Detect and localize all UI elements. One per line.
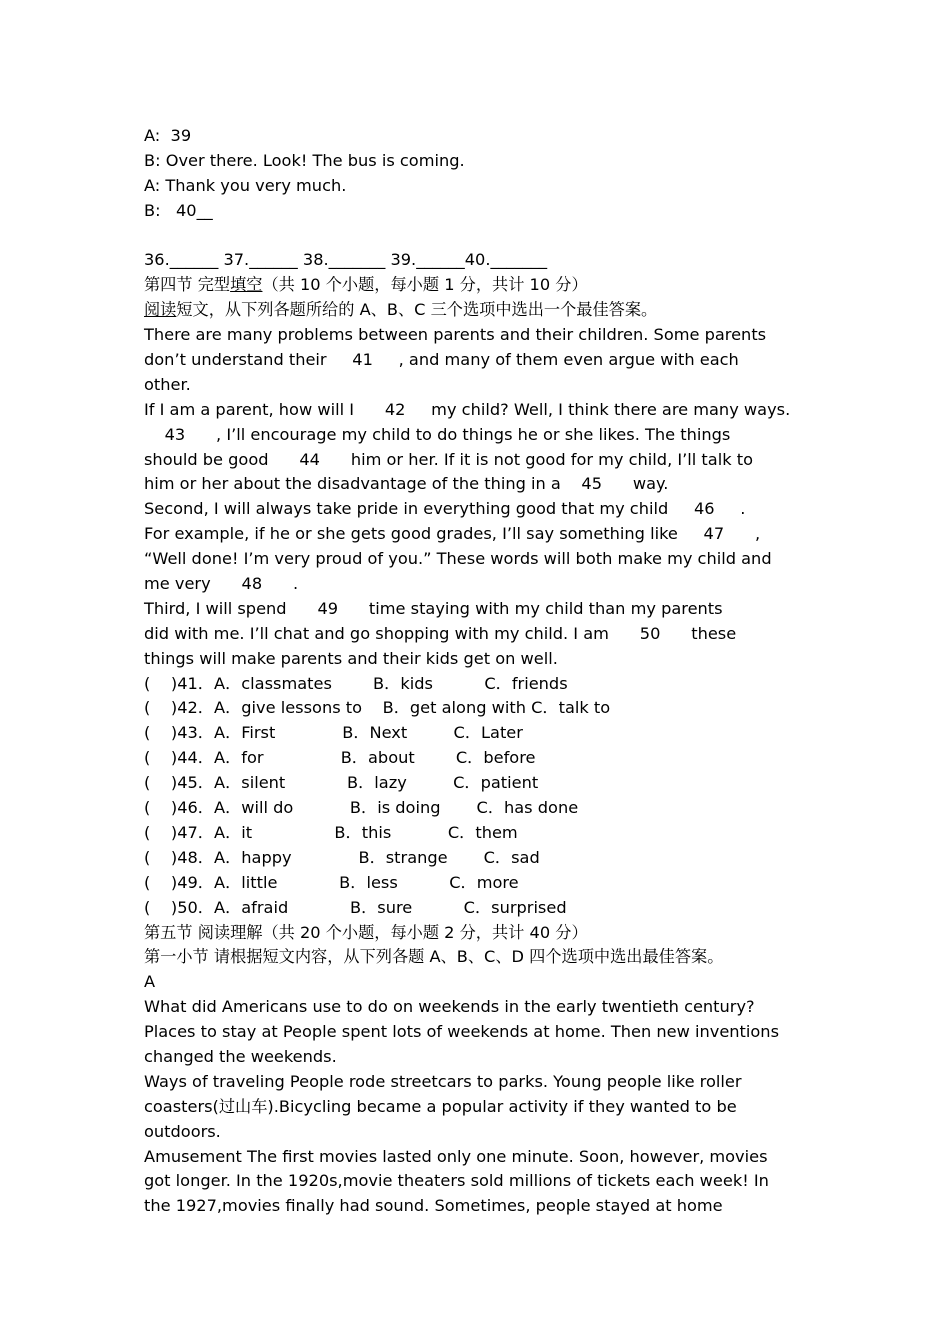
question-item: ( )47．A．it B．this C．them (144, 822, 518, 842)
question-item: ( )48．A．happy B．strange C．sad (144, 847, 540, 867)
section4-heading-prefix: 第四节 完型 (144, 275, 231, 295)
section4-heading (144, 273, 824, 298)
section4-instruction (144, 298, 824, 323)
section4-heading-suffix: （共 10 个小题，每小题 1 分，共计 10 分） (262, 275, 588, 295)
passage-line: Third, I will spend 49 time staying with my child than my parents (144, 598, 723, 618)
reading-line: Places to stay at People spent lots of weekends at home. Then new inventions (144, 1022, 780, 1042)
passage-line: don’t understand their 41 , and many of them even argue with each (144, 350, 739, 370)
passage-label: A (144, 972, 156, 992)
dialogue-line: B: 40__ (144, 200, 213, 220)
question-item: ( )42．A．give lessons to B．get along with C．talk to (144, 698, 611, 718)
passage-line: “Well done! I’m very proud of you.” These words will both make my child and (144, 549, 772, 569)
question-item: ( )50．A．afraid B．sure C．surprised (144, 897, 567, 917)
passage-line: did with me. I’ll chat and go shopping with my child. I am 50 these (144, 623, 737, 643)
passage-line: other. (144, 374, 191, 394)
question-item: ( )46．A．will do B．is doing C．has done (144, 798, 579, 818)
passage-line: things will make parents and their kids get on well. (144, 648, 558, 668)
dialogue-line: A: 39 (144, 126, 192, 145)
reading-line: Amusement The first movies lasted only one minute. Soon, however, movies (144, 1146, 768, 1166)
reading-line: outdoors. (144, 1121, 221, 1141)
section5-subheading: 第一小节 请根据短文内容，从下列各题 A、B、C、D 四个选项中选出最佳答案。 (144, 947, 724, 967)
passage-line: 43 , I’ll encourage my child to do things he or she likes. The things (144, 424, 731, 444)
question-item: ( )49．A．little B．less C．more (144, 872, 519, 892)
reading-line: got longer. In the 1920s,movie theaters sold millions of tickets each week! In (144, 1171, 769, 1191)
passage-line: me very 48 . (144, 574, 299, 594)
reading-line: What did Americans use to do on weekends in the early twentieth century? (144, 997, 755, 1017)
reading-line: the 1927,movies finally had sound. Sometimes, people stayed at home (144, 1196, 723, 1216)
question-item: ( )43．A．First B．Next C．Later (144, 723, 523, 743)
passage-line: If I am a parent, how will I 42 my child? Well, I think there are many ways. (144, 399, 791, 419)
answer-line: 36.______ 37.______ 38._______ 39.______40._______ (144, 250, 548, 270)
dialogue-line: A: Thank you very much. (144, 175, 347, 195)
reading-line: changed the weekends. (144, 1046, 337, 1066)
passage-line: There are many problems between parents and their children. Some parents (144, 325, 767, 345)
question-item: ( )44．A．for B．about C．before (144, 748, 536, 768)
section5-heading: 第五节 阅读理解（共 20 个小题，每小题 2 分，共计 40 分） (144, 922, 588, 942)
question-item: ( )41．A．classmates B．kids C．friends (144, 673, 568, 693)
section4-instruction-rest: 短文，从下列各题所给的 A、B、C 三个选项中选出一个最佳答案。 (176, 300, 658, 320)
section4-instruction-underlined: 阅读 (144, 300, 177, 320)
passage-line: For example, if he or she gets good grades, I’ll say something like 47 , (144, 524, 761, 544)
passage-line: him or her about the disadvantage of the thing in a 45 way. (144, 474, 669, 494)
passage-line: Second, I will always take pride in everything good that my child 46 . (144, 499, 746, 519)
document-page (144, 124, 824, 1219)
dialogue-line: B: Over there. Look! The bus is coming. (144, 150, 465, 170)
passage-line: should be good 44 him or her. If it is not good for my child, I’ll talk to (144, 449, 753, 469)
reading-line: Ways of traveling People rode streetcars to parks. Young people like roller (144, 1071, 742, 1091)
spacer (144, 224, 824, 249)
reading-line: coasters(过山车).Bicycling became a popular activity if they wanted to be (144, 1096, 737, 1116)
section4-heading-underlined: 填空 (230, 275, 263, 295)
question-item: ( )45．A．silent B．lazy C．patient (144, 773, 539, 793)
